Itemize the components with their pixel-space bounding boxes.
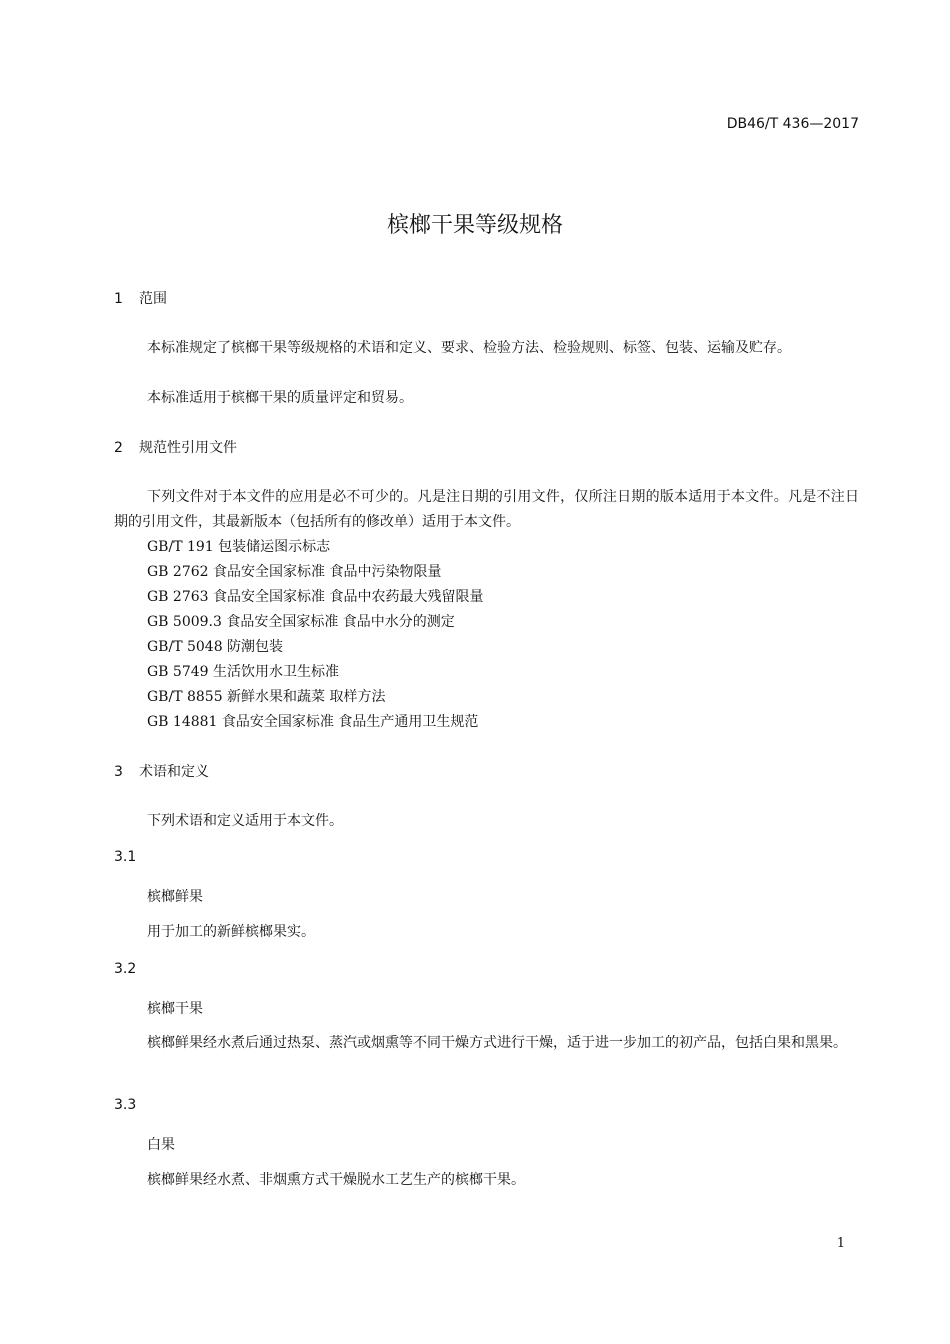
reference-item: GB 5009.3 食品安全国家标准 食品中水分的测定 (147, 614, 455, 630)
reference-item: GB 2763 食品安全国家标准 食品中农药最大残留限量 (147, 589, 484, 605)
term-definition: 用于加工的新鲜槟榔果实。 (147, 924, 315, 940)
paragraph: 下列术语和定义适用于本文件。 (147, 813, 343, 829)
term-name: 槟榔干果 (147, 1001, 203, 1017)
term-definition: 槟榔鲜果经水煮后通过热泵、蒸汽或烟熏等不同干燥方式进行干燥，适于进一步加工的初产品，包括白果和黑果。 (147, 1035, 847, 1051)
section-title: 范围 (139, 291, 167, 307)
section-heading (114, 437, 237, 457)
document-title: 槟榔干果等级规格 (386, 213, 563, 238)
paragraph: 本标准适用于槟榔干果的质量评定和贸易。 (147, 390, 413, 406)
term-name: 槟榔鲜果 (147, 889, 203, 905)
term-name: 白果 (147, 1137, 175, 1153)
section-number: 3 (114, 764, 123, 780)
section-number: 1 (114, 291, 123, 307)
section-number: 2 (114, 440, 123, 456)
section-heading (114, 761, 209, 781)
document-number: DB46/T 436—2017 (726, 116, 859, 132)
reference-item: GB/T 8855 新鲜水果和蔬菜 取样方法 (147, 689, 386, 705)
page-number: 1 (836, 1236, 845, 1251)
section-title: 术语和定义 (139, 764, 209, 780)
section-title: 规范性引用文件 (139, 440, 237, 456)
term-number: 3.2 (114, 961, 137, 977)
reference-item: GB 5749 生活饮用水卫生标准 (147, 664, 340, 680)
term-number: 3.1 (114, 849, 137, 865)
term-definition: 槟榔鲜果经水煮、非烟熏方式干燥脱水工艺生产的槟榔干果。 (147, 1172, 525, 1188)
paragraph: 本标准规定了槟榔干果等级规格的术语和定义、要求、检验方法、检验规则、标签、包装、运输及贮存。 (147, 340, 791, 356)
section-heading (114, 288, 167, 308)
reference-item: GB/T 5048 防潮包装 (147, 639, 284, 655)
reference-item: GB/T 191 包装储运图示标志 (147, 539, 331, 555)
reference-item: GB 2762 食品安全国家标准 食品中污染物限量 (147, 564, 442, 580)
reference-item: GB 14881 食品安全国家标准 食品生产通用卫生规范 (147, 714, 479, 730)
term-number: 3.3 (114, 1097, 137, 1113)
paragraph: 下列文件对于本文件的应用是必不可少的。凡是注日期的引用文件，仅所注日期的版本适用于本文件。凡是不注日期的引用文件，其最新版本（包括所有的修改单）适用于本文件。 (114, 489, 859, 530)
